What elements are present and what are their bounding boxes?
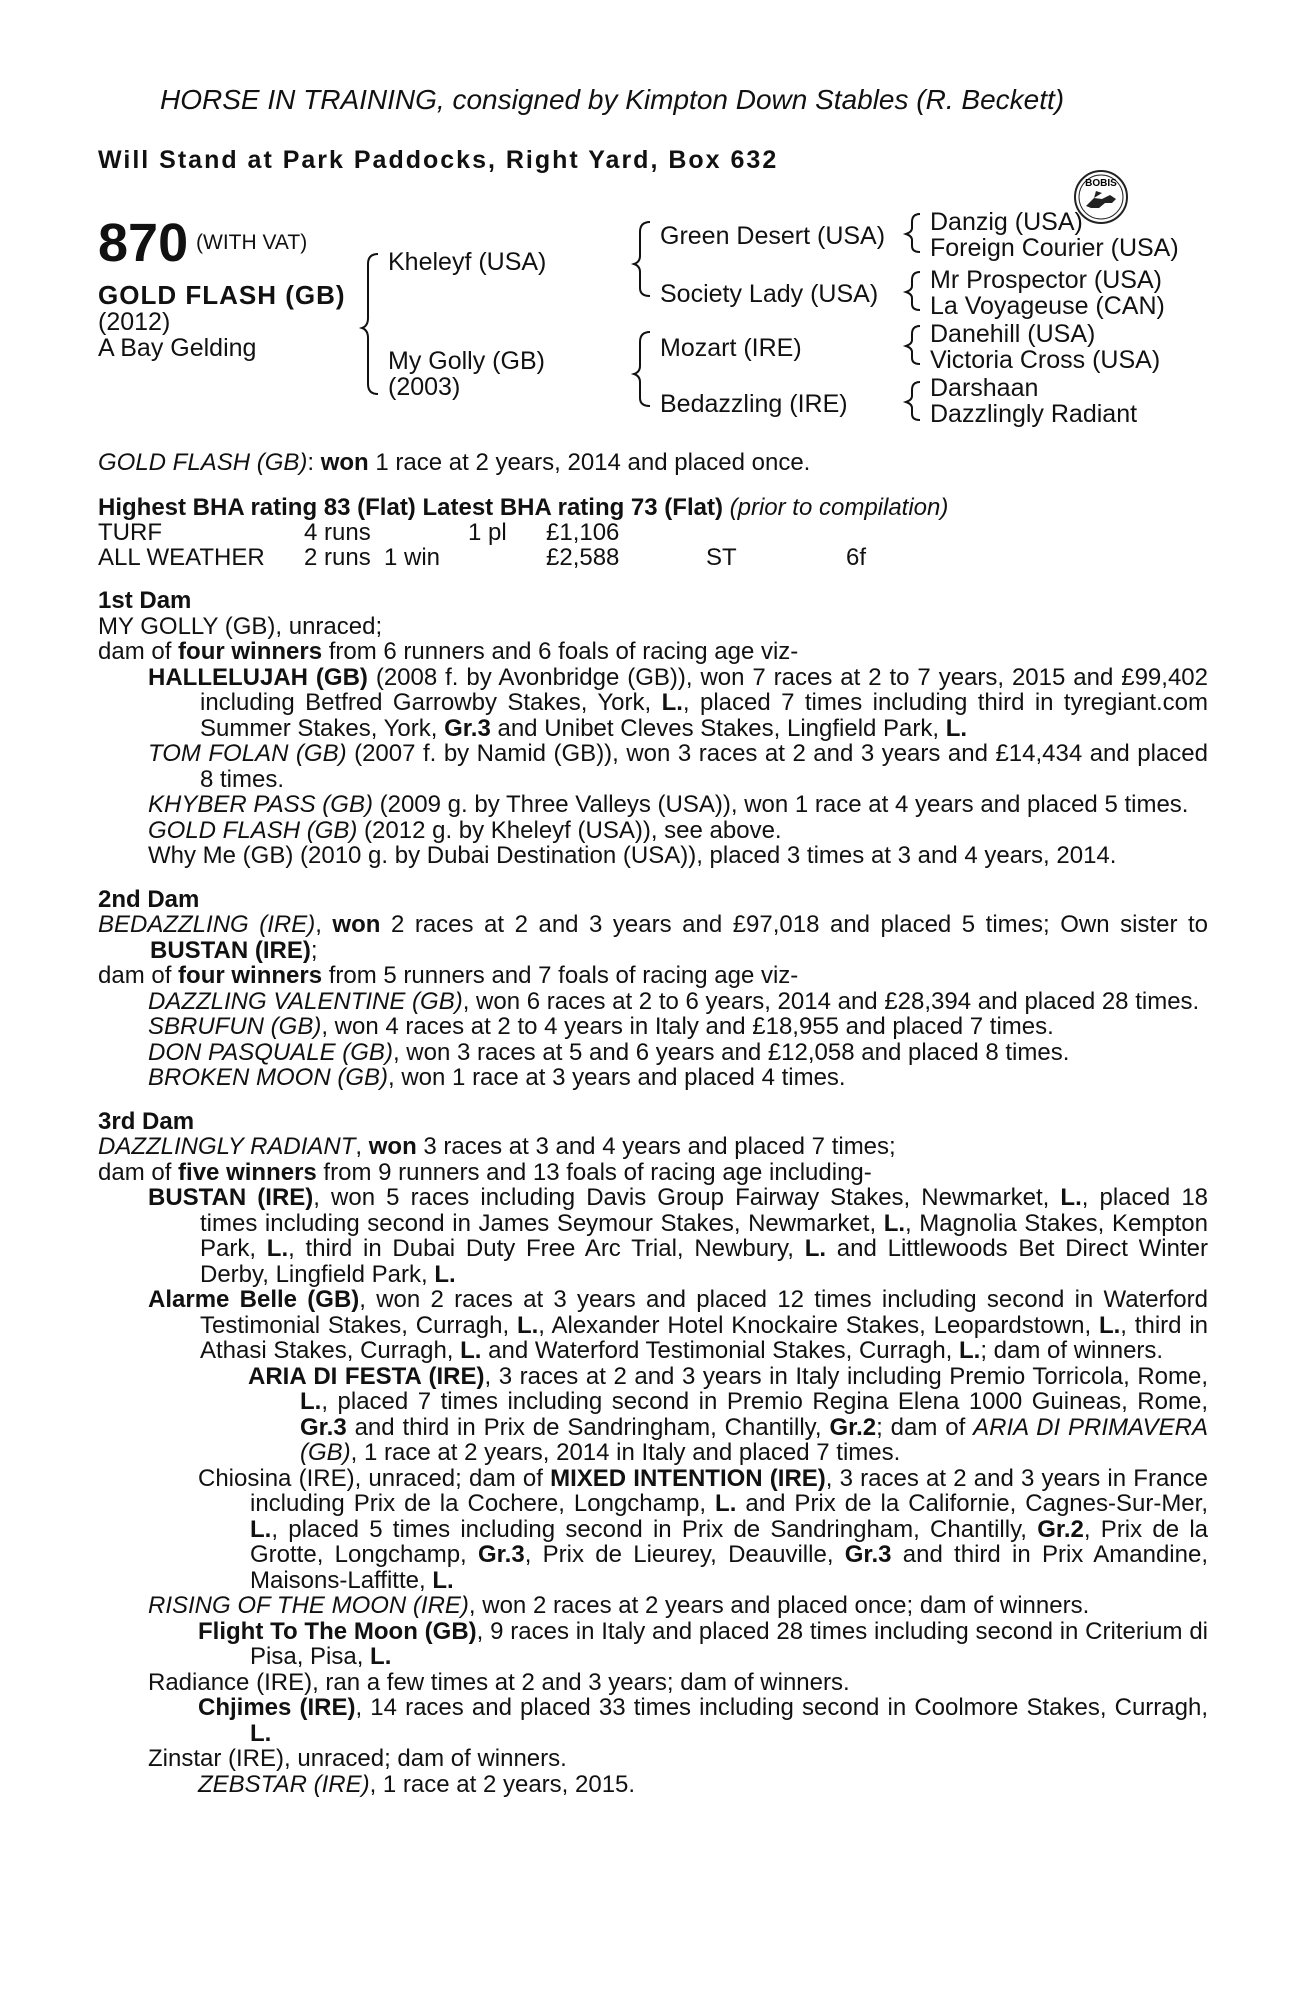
great-grandparent: Darshaan — [930, 374, 1039, 402]
bha-ratings: Highest BHA rating 83 (Flat) Latest BHA rating 73 (Flat) (prior to compilation) — [98, 493, 949, 521]
vat-label: (WITH VAT) — [196, 231, 308, 254]
produce-entry: ZEBSTAR (IRE), 1 race at 2 years, 2015. — [198, 1770, 636, 1798]
produce-entry: HALLELUJAH (GB) (2008 f. by Avonbridge (GB)), won 7 races at 2 to 7 years, 2015 and £99,402 including Betfred Garrowby Stakes, York, L., placed 7 times including third in tyregiant.com Summer Stakes, York, Gr.3 and Unibet Cleves Stakes, Lingfield Park, L. — [148, 663, 1208, 742]
produce-entry: BROKEN MOON (GB), won 1 race at 3 years and placed 4 times. — [148, 1064, 846, 1091]
grandsire-paternal: Green Desert (USA) — [660, 222, 886, 250]
produce-entry: Radiance (IRE), ran a few times at 2 and 3 years; dam of winners. — [148, 1668, 850, 1696]
horse-description: A Bay Gelding — [98, 334, 257, 362]
logo-text: BOBIS — [1085, 178, 1117, 189]
produce-entry: Chjimes (IRE), 14 races and placed 33 times including second in Coolmore Stakes, Curragh, L. — [198, 1694, 1209, 1747]
great-grandparent: Victoria Cross (USA) — [930, 346, 1161, 374]
page-header: HORSE IN TRAINING, consigned by Kimpton Down Stables (R. Beckett) — [160, 84, 1065, 115]
dam2-produce-summary: dam of four winners from 5 runners and 7 foals of racing age viz- — [98, 962, 799, 989]
produce-entry: Zinstar (IRE), unraced; dam of winners. — [148, 1745, 567, 1772]
perf-runs: 4 runs — [304, 519, 371, 546]
dam2-heading: 2nd Dam — [98, 885, 200, 913]
produce-entry: KHYBER PASS (GB) (2009 g. by Three Valleys (USA)), won 1 race at 4 years and placed 5 times. — [148, 791, 1189, 818]
stand-location: Will Stand at Park Paddocks, Right Yard, Box 632 — [98, 146, 779, 174]
great-grandparent: Danzig (USA) — [930, 208, 1083, 236]
produce-entry: Flight To The Moon (GB), 9 races in Italy and placed 28 times including second in Criterium di Pisa, Pisa, L. — [198, 1617, 1208, 1670]
granddam-maternal: Bedazzling (IRE) — [660, 390, 848, 418]
produce-entry: BUSTAN (IRE), won 5 races including Davis Group Fairway Stakes, Newmarket, L., placed 18 times including second in James Seymour Stakes, Newmarket, L., Magnolia Stakes, Kempton Park, L., third in Dubai Duty Free Arc Trial, Newbury, L. and Littlewoods Bet Direct Winter Derby, Lingfield Park, L. — [148, 1184, 1209, 1288]
great-grandparent: Danehill (USA) — [930, 320, 1096, 348]
granddam-paternal: Society Lady (USA) — [660, 280, 879, 308]
great-grandparent: Foreign Courier (USA) — [930, 234, 1179, 262]
perf-placed: 1 pl — [468, 519, 507, 546]
produce-entry: DON PASQUALE (GB), won 3 races at 5 and 6 years and £12,058 and placed 8 times. — [148, 1038, 1070, 1066]
produce-entry: ARIA DI FESTA (IRE), 3 races at 2 and 3 years in Italy including Premio Torricola, Rome, L., placed 7 times including second in Premio Regina Elena 1000 Guineas, Rome, Gr.3 and third in Prix de Sandringham, Chantilly, Gr.2; dam of ARIA DI PRIMAVERA (GB), 1 race at 2 years, 2014 in Italy and placed 7 times. — [248, 1362, 1209, 1466]
race-summary: GOLD FLASH (GB): won 1 race at 2 years, 2014 and placed once. — [98, 449, 811, 476]
great-grandparent: La Voyageuse (CAN) — [930, 292, 1165, 320]
produce-entry: RISING OF THE MOON (IRE), won 2 races at 2 years and placed once; dam of winners. — [148, 1592, 1090, 1619]
dam1-produce-summary: dam of four winners from 6 runners and 6 foals of racing age viz- — [98, 638, 799, 665]
perf-distance: 6f — [846, 544, 867, 571]
produce-entry: GOLD FLASH (GB) (2012 g. by Kheleyf (USA)), see above. — [148, 816, 782, 844]
dam-year: (2003) — [388, 373, 461, 401]
dam3-produce-summary: dam of five winners from 9 runners and 13 foals of racing age including- — [98, 1158, 872, 1186]
performance-table — [98, 520, 1208, 570]
grandsire-maternal: Mozart (IRE) — [660, 334, 802, 362]
produce-entry: TOM FOLAN (GB) (2007 f. by Namid (GB)), won 3 races at 2 and 3 years and £14,434 and placed 8 times. — [148, 740, 1208, 793]
dam1-line: MY GOLLY (GB), unraced; — [98, 612, 383, 640]
horse-name: GOLD FLASH (GB) — [98, 280, 346, 310]
produce-entry: DAZZLING VALENTINE (GB), won 6 races at 2 to 6 years, 2014 and £28,394 and placed 28 times. — [148, 987, 1200, 1015]
dam3-heading: 3rd Dam — [98, 1107, 195, 1135]
produce-entry: Why Me (GB) (2010 g. by Dubai Destination (USA)), placed 3 times at 3 and 4 years, 2014. — [148, 842, 1117, 869]
catalogue-body — [98, 450, 1208, 1797]
dam3-record: DAZZLINGLY RADIANT, won 3 races at 3 and 4 years and placed 7 times; — [98, 1133, 896, 1160]
produce-entry: Alarme Belle (GB), won 2 races at 3 years and placed 12 times including second in Waterford Testimonial Stakes, Curragh, L., Alexander Hotel Knockaire Stakes, Leopardstown, L., third in Athasi Stakes, Curragh, L. and Waterford Testimonial Stakes, Curragh, L.; dam of winners. — [148, 1286, 1209, 1364]
lot-number: 870 — [98, 213, 189, 273]
dam2-record: BEDAZZLING (IRE), won 2 races at 2 and 3 years and £97,018 and placed 5 times; Own sister to BUSTAN (IRE); — [98, 911, 1208, 964]
produce-entry: Chiosina (IRE), unraced; dam of MIXED INTENTION (IRE), 3 races at 2 and 3 years in France including Prix de la Cochere, Longchamp, L. and Prix de la Californie, Cagnes-Sur-Mer, L., placed 5 times including second in Prix de Sandringham, Chantilly, Gr.2, Prix de la Grotte, Longchamp, Gr.3, Prix de Lieurey, Deauville, Gr.3 and third in Prix Amandine, Maisons-Laffitte, L. — [198, 1464, 1208, 1594]
great-grandparent: Mr Prospector (USA) — [930, 266, 1162, 294]
dam: My Golly (GB) — [388, 347, 545, 375]
perf-going: ST — [706, 544, 737, 571]
sire: Kheleyf (USA) — [388, 248, 547, 276]
perf-surface: TURF — [98, 519, 162, 546]
perf-surface: ALL WEATHER — [98, 544, 265, 571]
foaling-year: (2012) — [98, 308, 171, 336]
dam1-heading: 1st Dam — [98, 587, 192, 614]
perf-runs: 2 runs — [304, 544, 371, 571]
perf-prize: £1,106 — [546, 519, 620, 546]
perf-wins: 1 win — [384, 544, 441, 571]
produce-entry: SBRUFUN (GB), won 4 races at 2 to 4 years in Italy and £18,955 and placed 7 times. — [148, 1013, 1054, 1040]
great-grandparent: Dazzlingly Radiant — [930, 400, 1138, 428]
perf-prize: £2,588 — [546, 544, 620, 571]
